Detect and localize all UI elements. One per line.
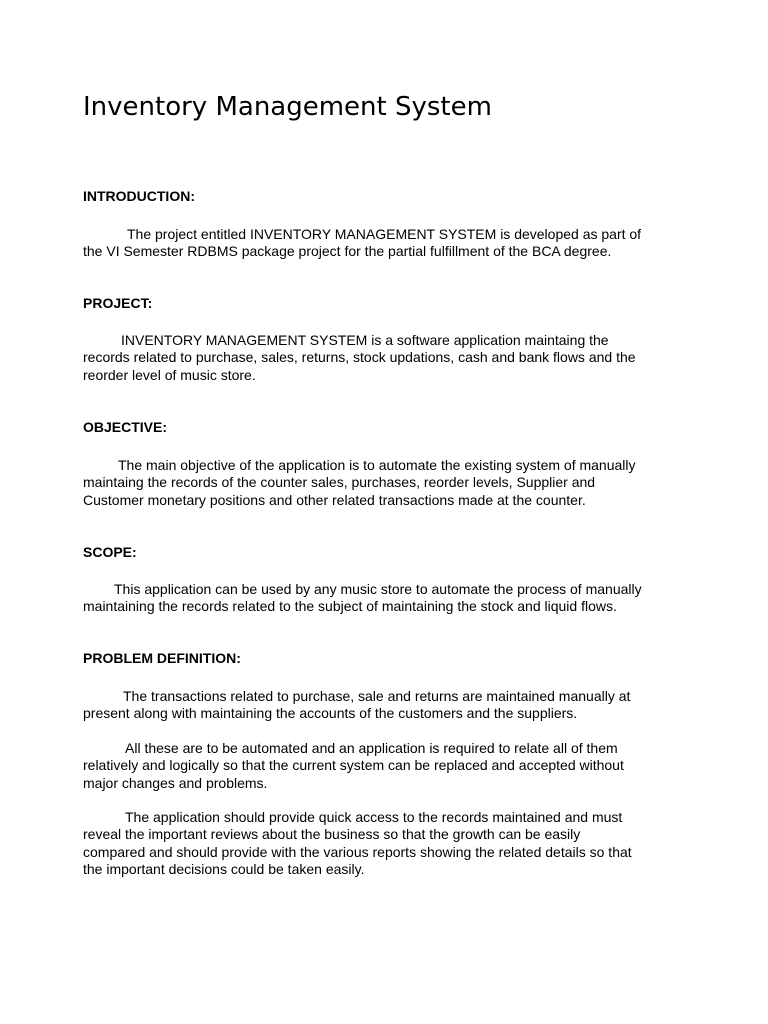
heading-problem-definition: PROBLEM DEFINITION: [83,650,241,666]
paragraph-objective [83,457,693,509]
paragraph-line: Customer monetary positions and other related transactions made at the counter. [83,491,586,508]
paragraph-problem-3 [83,809,693,879]
paragraph-line: maintaing the records of the counter sales, purchases, reorder levels, Supplier and [83,474,596,491]
paragraph-line: The main objective of the application is to automate the existing system of manually [118,457,636,473]
paragraph-line: present along with maintaining the accounts of the customers and the suppliers. [83,705,578,722]
paragraph-introduction [83,226,693,261]
heading-objective: OBJECTIVE: [83,419,168,435]
paragraph-line: maintaining the records related to the subject of maintaining the stock and liquid flows. [83,598,617,615]
paragraph-line: This application can be used by any music store to automate the process of manually [114,581,642,597]
paragraph-line: The application should provide quick access to the records maintained and must [125,809,623,825]
paragraph-line: The project entitled INVENTORY MANAGEMENT SYSTEM is developed as part of [127,226,642,242]
paragraph-line: INVENTORY MANAGEMENT SYSTEM is a software application maintaing the [121,332,609,348]
heading-scope: SCOPE: [83,544,137,560]
paragraph-line: reveal the important reviews about the business so that the growth can be easily [83,826,581,843]
paragraph-line: records related to purchase, sales, returns, stock updations, cash and bank flows and the [83,349,636,366]
heading-introduction: INTRODUCTION: [83,188,195,204]
paragraph-problem-2 [83,740,693,792]
paragraph-line: the VI Semester RDBMS package project for the partial fulfillment of the BCA degree. [83,243,612,260]
paragraph-problem-1 [83,688,693,723]
paragraph-line: the important decisions could be taken easily. [83,861,365,878]
paragraph-line: All these are to be automated and an application is required to relate all of them [125,740,618,756]
paragraph-line: major changes and problems. [83,774,268,791]
heading-project: PROJECT: [83,295,153,311]
paragraph-line: reorder level of music store. [83,366,256,383]
paragraph-line: relatively and logically so that the current system can be replaced and accepted without [83,757,624,774]
paragraph-scope [83,581,693,616]
page-title: Inventory Management System [83,92,492,122]
paragraph-line: The transactions related to purchase, sale and returns are maintained manually at [123,688,631,704]
paragraph-line: compared and should provide with the various reports showing the related details so that [83,843,632,860]
paragraph-project [83,332,693,384]
